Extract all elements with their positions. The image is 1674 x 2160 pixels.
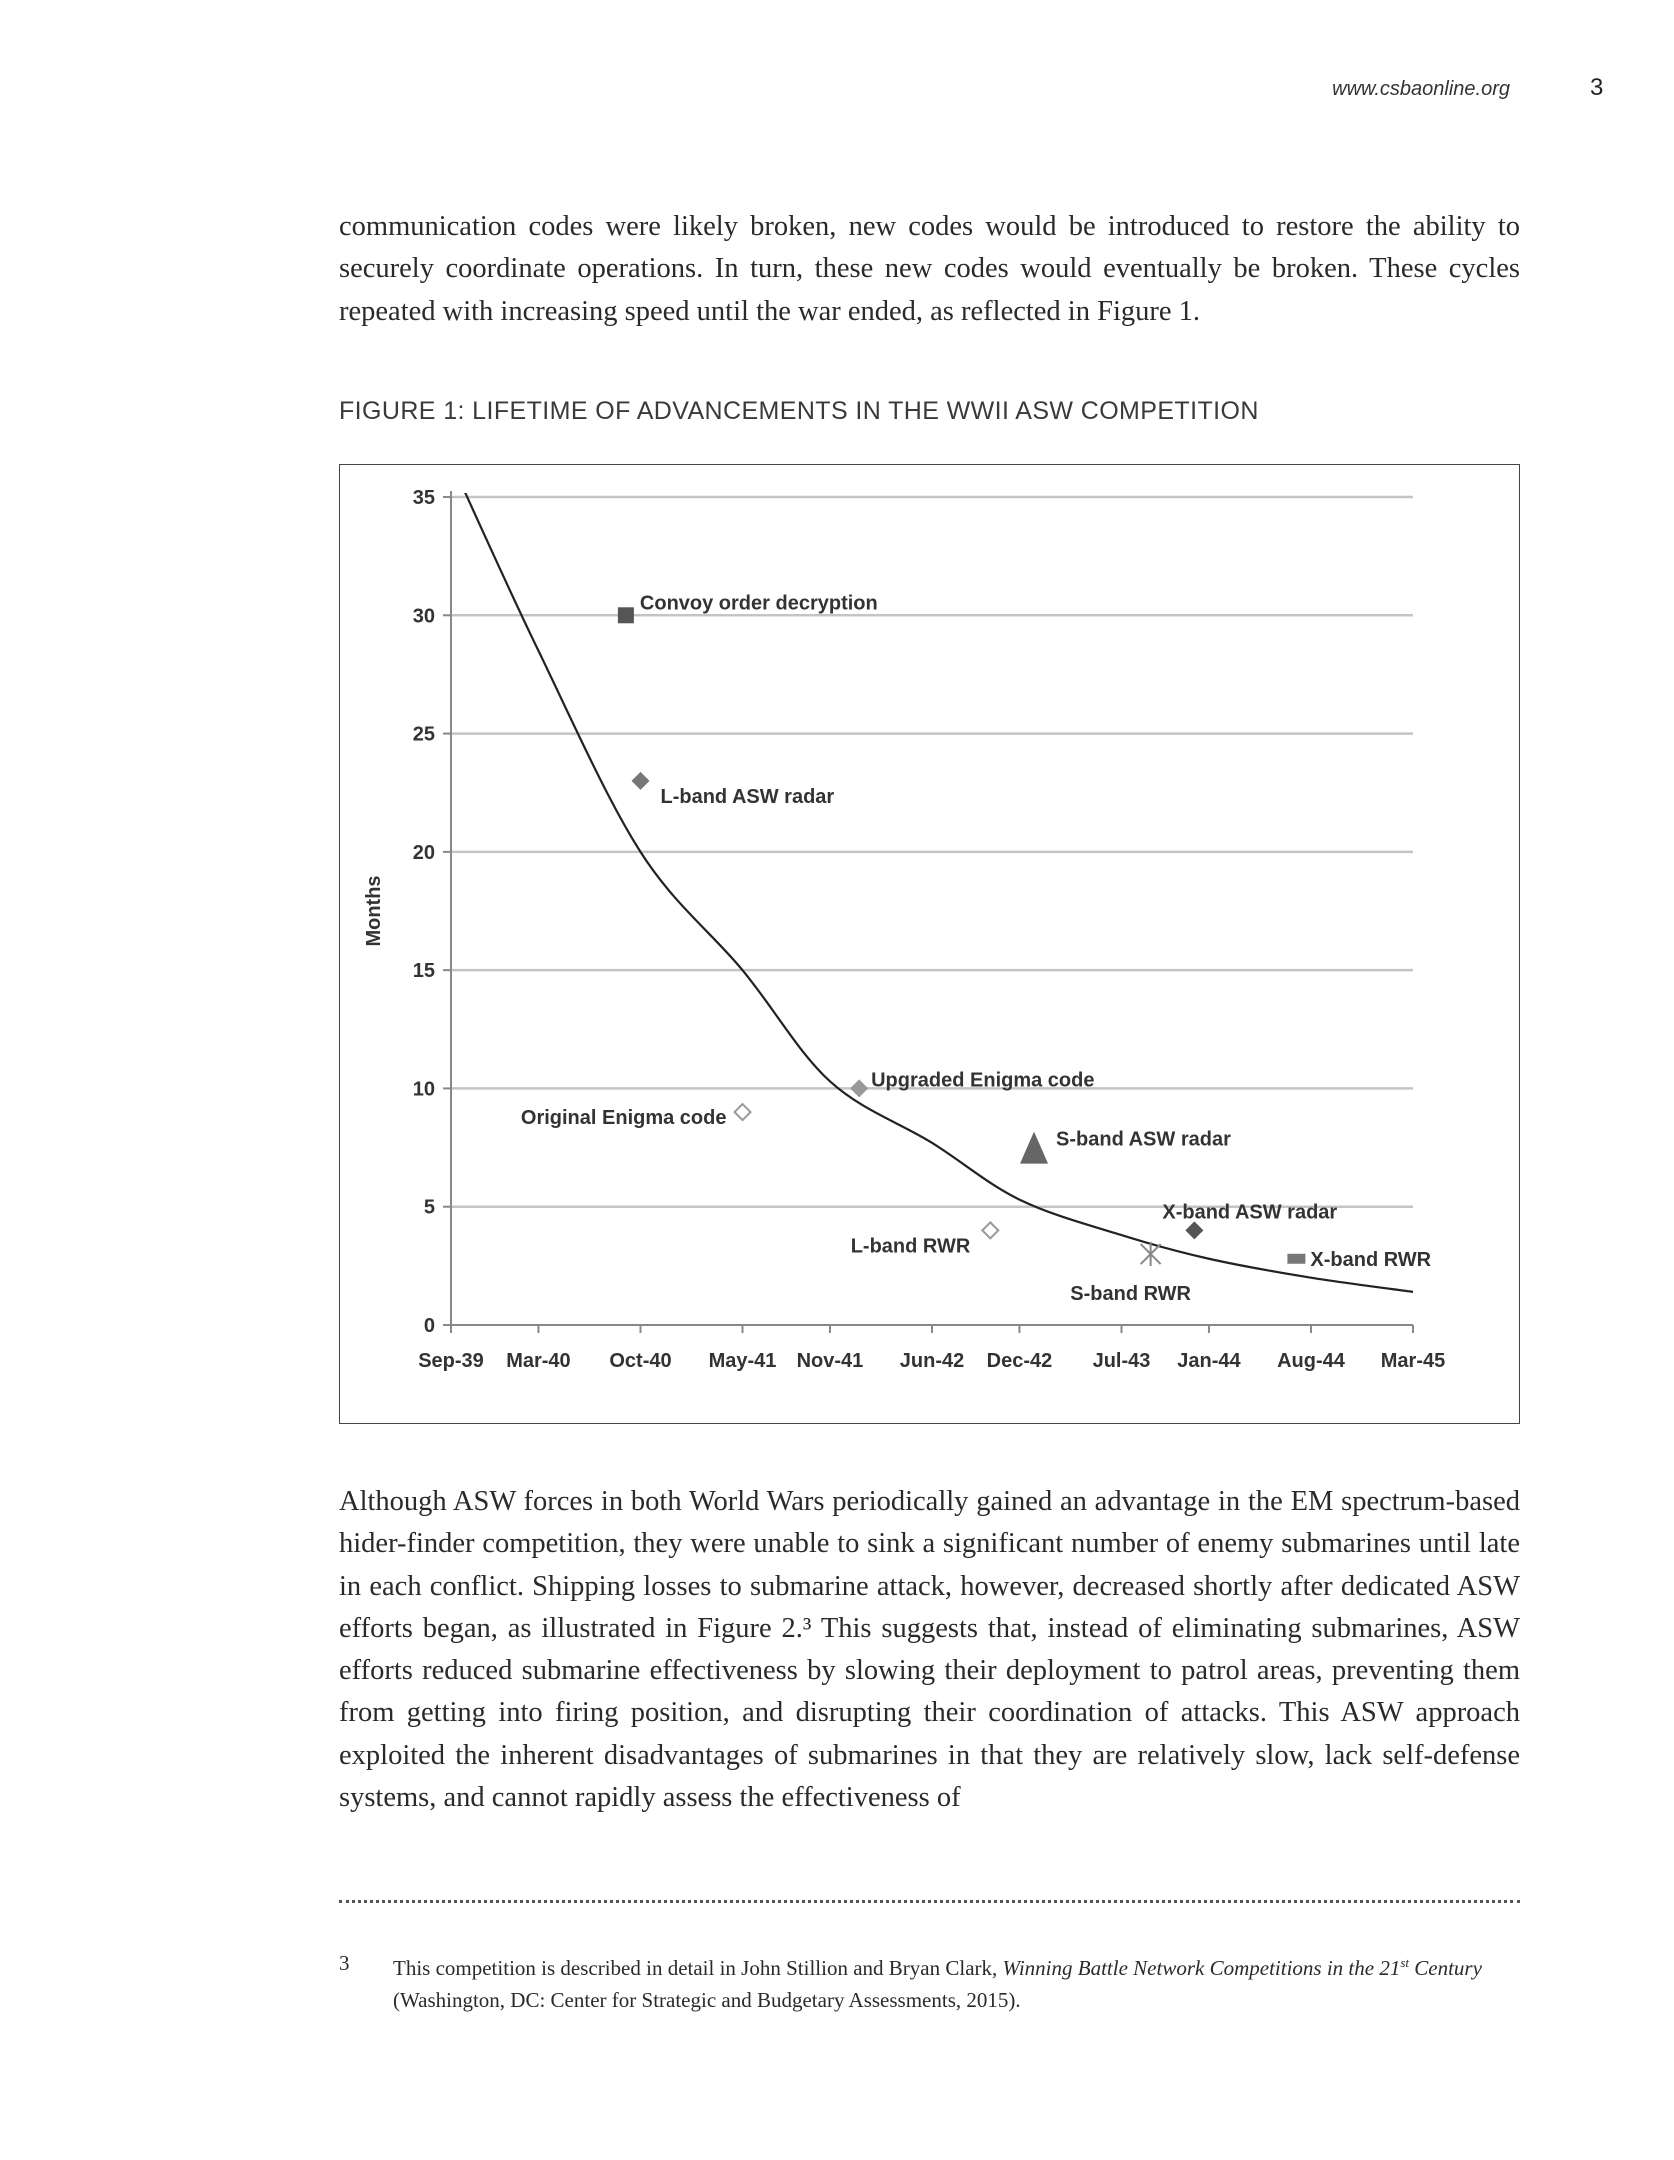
ytick-label-0: 0 (423, 1315, 435, 1337)
footnote-divider (339, 1900, 1520, 1907)
label-x-band-rwr: X-band RWR (1310, 1248, 1432, 1271)
label-original-enigma-code: Original Enigma code (520, 1107, 727, 1130)
xtick-label-sep-39: Sep-39 (418, 1350, 484, 1372)
point-s-band-rwr (1141, 1242, 1161, 1266)
footnote-text-after: (Washington, DC: Center for Strategic and Budgetary Assessments, 2015). (393, 1988, 1021, 2012)
ytick-label-25: 25 (412, 723, 435, 746)
paragraph-body: Although ASW forces in both World Wars periodically gained an advantage in the EM spectrum-based hider-finder competition, they were unable to sink a significant number of enemy submarines until late in each conflict. Shipping losses to submarine attack, however, decreased shortly after dedicated ASW efforts began, as illustrated in Figure 2.³ This suggests that, instead of eliminating submarines, ASW efforts reduced submarine effectiveness by slowing their deployment to patrol areas, preventing them from getting into firing position, and disrupting their coordination of attacks. This ASW approach exploited the inherent disadvantages of submarines in that they are relatively slow, lack self-defense systems, and cannot rapidly assess the effectiveness of (339, 1486, 1520, 1814)
footnote-text-before: This competition is described in detail in John Stillion and Bryan Clark, (393, 1956, 1003, 1980)
label-s-band-rwr: S-band RWR (1070, 1283, 1192, 1306)
ytick-label-15: 15 (412, 960, 435, 983)
paragraph-intro: communication codes were likely broken, new codes would be introduced to restore the ability to securely coordinate operations. In turn, these new codes would eventually be broken. These cycles repeated with increasing speed until the war ended, as reflected in Figure 1. (339, 211, 1520, 327)
xtick-label-nov-41: Nov-41 (796, 1350, 864, 1372)
xtick-label-mar-45: Mar-45 (1380, 1350, 1446, 1372)
xtick-label-may-41: May-41 (708, 1350, 777, 1372)
lifetime-chart (340, 465, 1518, 1422)
label-l-band-rwr: L-band RWR (850, 1235, 971, 1258)
label-l-band-asw-radar: L-band ASW radar (660, 785, 835, 808)
xtick-label-oct-40: Oct-40 (609, 1350, 672, 1372)
y-axis-label: Months (363, 875, 385, 947)
point-x-band-rwr (1287, 1254, 1305, 1264)
chart-frame (339, 464, 1520, 1424)
footnote-title: Winning Battle Network Competitions in the 21st Century (1002, 1955, 1482, 1980)
ytick-label-20: 20 (412, 841, 435, 864)
xtick-label-jul-43: Jul-43 (1092, 1350, 1151, 1372)
point-s-band-asw-radar (1020, 1132, 1048, 1164)
site-url: www.csbaonline.org (1332, 78, 1510, 100)
xtick-label-mar-40: Mar-40 (506, 1350, 571, 1372)
label-x-band-asw-radar: X-band ASW radar (1162, 1201, 1338, 1224)
ytick-label-10: 10 (412, 1078, 435, 1101)
point-original-enigma-code (735, 1104, 751, 1120)
figure-title: FIGURE 1: LIFETIME OF ADVANCEMENTS IN THE WWII ASW COMPETITION (339, 397, 1259, 425)
ytick-label-30: 30 (412, 605, 435, 628)
point-l-band-asw-radar (631, 772, 649, 790)
point-l-band-rwr (982, 1222, 998, 1238)
point-x-band-asw-radar (1185, 1221, 1203, 1239)
label-s-band-asw-radar: S-band ASW radar (1056, 1128, 1231, 1151)
xtick-label-dec-42: Dec-42 (986, 1350, 1053, 1372)
point-upgraded-enigma-code (850, 1079, 868, 1097)
ytick-label-35: 35 (412, 487, 435, 509)
trend-curve (451, 465, 1413, 1292)
xtick-label-aug-44: Aug-44 (1277, 1350, 1345, 1372)
label-convoy-order-decryption: Convoy order decryption (639, 592, 878, 615)
point-convoy-order-decryption (618, 607, 634, 623)
xtick-label-jan-44: Jan-44 (1177, 1350, 1241, 1372)
ytick-label-5: 5 (423, 1196, 435, 1219)
label-upgraded-enigma-code: Upgraded Enigma code (871, 1069, 1095, 1092)
xtick-label-jun-42: Jun-42 (899, 1350, 965, 1372)
footnote-text (393, 1947, 1523, 2016)
page-number: 3 (1590, 74, 1604, 101)
footnote-number: 3 (339, 1951, 350, 1975)
